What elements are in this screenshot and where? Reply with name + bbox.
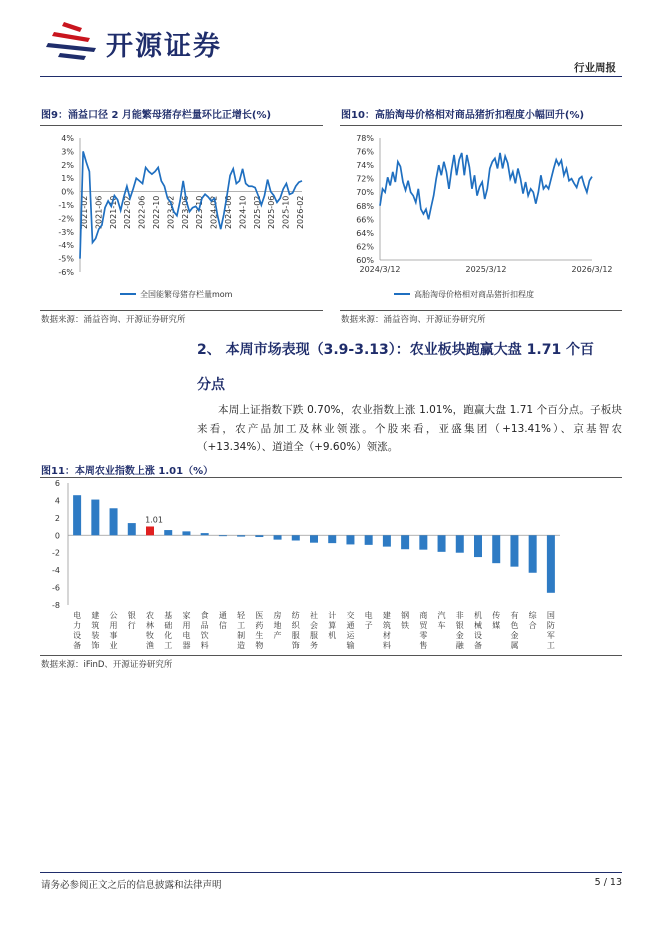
category-label: 机 xyxy=(474,611,482,620)
category-label: 属 xyxy=(510,641,519,650)
category-label: 工 xyxy=(237,621,246,630)
figure11-title: 图11：本周农业指数上涨 1.01（%） xyxy=(41,466,214,477)
figure9-chart xyxy=(40,128,323,310)
category-label: 物 xyxy=(255,641,264,650)
category-label: 设 xyxy=(474,631,482,640)
footer-disclaimer: 请务必参阅正文之后的信息披露和法律声明 xyxy=(41,880,222,891)
category-label: 非 xyxy=(455,611,464,620)
bar xyxy=(146,526,154,535)
category-label: 食 xyxy=(200,611,209,620)
bar xyxy=(73,495,81,535)
y-tick-label: 2 xyxy=(54,513,60,523)
category-label: 铁 xyxy=(401,621,410,630)
bar xyxy=(474,535,482,557)
category-label: 军 xyxy=(546,631,555,640)
category-label: 金 xyxy=(455,631,464,640)
category-label: 基 xyxy=(164,611,173,620)
figure11-bottom-rule xyxy=(40,655,622,656)
y-tick-label: -2% xyxy=(58,214,74,224)
x-tick-label: 2021-02 xyxy=(80,195,89,230)
figure11-source: 数据来源：iFinD、开源证券研究所 xyxy=(41,660,173,670)
y-tick-label: 4 xyxy=(54,496,60,506)
category-label: 社 xyxy=(310,611,318,620)
category-label: 纺 xyxy=(291,611,300,620)
category-label: 建 xyxy=(382,611,391,620)
category-label: 汽 xyxy=(437,611,446,620)
category-label: 织 xyxy=(291,621,300,630)
legend-label: 高胎淘母价格相对商品猪折扣程度 xyxy=(414,290,534,299)
category-label: 信 xyxy=(218,621,227,630)
x-tick-label: 2025-06 xyxy=(267,195,277,230)
x-tick-label: 2025-02 xyxy=(252,195,262,230)
y-tick-label: -4 xyxy=(52,566,60,576)
category-label: 力 xyxy=(73,621,82,630)
bar xyxy=(201,533,209,535)
section-title-line2: 分点 xyxy=(197,377,225,393)
series-line xyxy=(380,153,592,219)
y-tick-label: 0% xyxy=(61,187,74,197)
category-label: 械 xyxy=(474,621,482,630)
bar xyxy=(128,523,136,535)
y-tick-label: -6 xyxy=(52,583,60,593)
figure10-title: 图10：高胎淘母价格相对商品猪折扣程度小幅回升(%) xyxy=(341,110,585,121)
y-tick-label: 62% xyxy=(356,242,374,252)
category-label: 电 xyxy=(364,611,373,620)
figure9-bottom-rule xyxy=(40,310,323,311)
category-label: 交 xyxy=(346,611,355,620)
header-rule xyxy=(40,76,622,77)
section-title-line1: 2、 本周市场表现（3.9-3.13）：农业板块跑赢大盘 1.71 个百 xyxy=(197,342,595,358)
bar xyxy=(274,535,282,539)
y-tick-label: 72% xyxy=(356,174,374,184)
x-tick-label: 2021-06 xyxy=(94,195,104,230)
header xyxy=(0,0,662,80)
figure11-chart xyxy=(40,478,622,653)
bar xyxy=(328,535,336,543)
x-tick-label: 2023-02 xyxy=(166,195,176,230)
category-label: 银 xyxy=(127,611,136,620)
category-label: 服 xyxy=(291,631,300,640)
bar xyxy=(182,531,190,535)
category-label: 料 xyxy=(382,641,391,650)
category-label: 化 xyxy=(164,631,173,640)
category-label: 公 xyxy=(109,611,118,620)
x-tick-label: 2025/3/12 xyxy=(465,265,507,274)
y-tick-label: 68% xyxy=(356,201,374,211)
bar xyxy=(91,500,99,536)
x-tick-label: 2024-02 xyxy=(209,195,219,230)
y-tick-label: -8 xyxy=(52,601,60,610)
y-tick-label: -4% xyxy=(58,241,74,251)
category-label: 国 xyxy=(546,611,555,620)
bar xyxy=(110,508,118,535)
y-tick-label: 0 xyxy=(54,531,60,541)
y-tick-label: -6% xyxy=(58,268,74,277)
category-label: 银 xyxy=(455,621,464,630)
category-label: 综 xyxy=(528,611,537,620)
category-label: 产 xyxy=(273,631,282,640)
y-tick-label: -1% xyxy=(58,201,74,210)
report-type: 行业周报 xyxy=(574,62,616,74)
x-tick-label: 2026/3/12 xyxy=(571,265,613,274)
category-label: 筑 xyxy=(91,621,100,630)
y-tick-label: 76% xyxy=(356,147,374,157)
section-body: 本周上证指数下跌 0.70%，农业指数上涨 1.01%，跑赢大盘 1.71 个百分点。子板块来看，农产品加工及林业领涨。个股来看，亚盛集团（+13.41%）、京基智农（+13.34%）、道道全（+9.60%）领涨。 xyxy=(197,404,622,453)
category-label: 渔 xyxy=(146,641,154,650)
category-label: 算 xyxy=(328,621,337,630)
category-label: 合 xyxy=(528,621,537,630)
x-tick-label: 2022-02 xyxy=(123,195,133,230)
x-tick-label: 2024-06 xyxy=(224,195,233,230)
company-logo-icon xyxy=(46,20,102,60)
category-label: 器 xyxy=(182,641,191,650)
y-tick-label: 70% xyxy=(356,188,374,198)
x-tick-label: 2024-10 xyxy=(238,195,248,230)
bar xyxy=(346,535,354,544)
bar xyxy=(255,535,263,537)
category-label: 材 xyxy=(382,631,391,640)
x-tick-label: 2023-10 xyxy=(195,195,205,230)
category-label: 色 xyxy=(510,621,519,630)
category-label: 造 xyxy=(237,641,246,650)
category-label: 计 xyxy=(328,611,337,620)
category-label: 会 xyxy=(310,621,318,630)
bar xyxy=(419,535,427,549)
bar xyxy=(365,535,373,545)
y-tick-label: 4% xyxy=(61,134,74,143)
category-label: 融 xyxy=(455,641,464,650)
category-label: 础 xyxy=(164,621,173,630)
bar xyxy=(510,535,518,566)
figure10-chart xyxy=(340,128,622,310)
y-tick-label: 1% xyxy=(61,174,74,184)
category-label: 事 xyxy=(109,631,118,640)
category-label: 用 xyxy=(182,621,191,630)
category-label: 料 xyxy=(200,641,209,650)
page-number: 5 / 13 xyxy=(594,877,622,888)
category-label: 零 xyxy=(419,631,428,640)
bar xyxy=(492,535,500,563)
figure9-title: 图9：涌益口径 2 月能繁母猪存栏量环比正增长(%) xyxy=(41,110,272,121)
category-label: 贸 xyxy=(419,621,428,630)
bar xyxy=(529,535,537,572)
category-label: 售 xyxy=(419,641,428,650)
category-label: 备 xyxy=(73,641,82,650)
category-label: 用 xyxy=(109,621,118,630)
data-label: 1.01 xyxy=(145,515,163,525)
bar xyxy=(401,535,409,549)
category-label: 行 xyxy=(127,621,136,630)
category-label: 生 xyxy=(255,631,264,640)
footer-rule xyxy=(40,872,622,873)
category-label: 饰 xyxy=(291,641,300,650)
y-tick-label: 78% xyxy=(356,134,374,143)
bar xyxy=(383,535,391,546)
y-tick-label: 74% xyxy=(356,161,374,171)
category-label: 制 xyxy=(237,631,246,640)
category-label: 药 xyxy=(255,621,264,630)
category-label: 业 xyxy=(109,641,118,650)
bar xyxy=(292,535,300,540)
category-label: 房 xyxy=(273,611,282,620)
category-label: 装 xyxy=(91,631,100,640)
category-label: 轻 xyxy=(237,611,246,620)
x-tick-label: 2022-10 xyxy=(152,195,161,230)
x-tick-label: 2023-06 xyxy=(180,195,190,230)
figure10-bottom-rule xyxy=(340,310,622,311)
bar xyxy=(219,535,227,536)
category-label: 品 xyxy=(200,621,209,630)
category-label: 电 xyxy=(73,611,82,620)
x-tick-label: 2026-02 xyxy=(296,195,305,230)
y-tick-label: 2% xyxy=(61,160,74,170)
category-label: 防 xyxy=(546,621,555,630)
category-label: 饮 xyxy=(200,631,209,640)
legend-label: 全国能繁母猪存栏量mom xyxy=(140,290,233,299)
category-label: 备 xyxy=(474,641,482,650)
category-label: 机 xyxy=(328,631,337,640)
x-tick-label: 2025-10 xyxy=(281,195,291,230)
bar xyxy=(237,535,245,536)
category-label: 传 xyxy=(492,611,501,620)
category-label: 钢 xyxy=(401,611,410,620)
category-label: 建 xyxy=(91,611,100,620)
category-label: 医 xyxy=(255,611,264,620)
category-label: 林 xyxy=(146,621,154,630)
category-label: 地 xyxy=(273,621,282,630)
x-tick-label: 2022-06 xyxy=(137,195,147,230)
company-name: 开源证券 xyxy=(106,31,222,62)
category-label: 媒 xyxy=(492,621,501,630)
category-label: 商 xyxy=(419,611,428,620)
y-tick-label: 3% xyxy=(61,147,74,157)
y-tick-label: -3% xyxy=(58,227,74,237)
y-tick-label: -2 xyxy=(52,548,60,558)
category-label: 子 xyxy=(364,621,373,630)
category-label: 通 xyxy=(218,611,227,620)
category-label: 农 xyxy=(146,611,154,620)
bar xyxy=(438,535,446,552)
category-label: 服 xyxy=(310,631,318,640)
y-tick-label: 66% xyxy=(356,215,374,225)
x-tick-label: 2024/3/12 xyxy=(359,265,401,274)
category-label: 金 xyxy=(510,631,519,640)
bar xyxy=(164,530,172,535)
bar xyxy=(310,535,318,542)
category-label: 牧 xyxy=(146,631,154,640)
bar xyxy=(456,535,464,552)
category-label: 饰 xyxy=(91,641,100,650)
y-tick-label: 64% xyxy=(356,228,374,238)
figure10-title-rule xyxy=(340,125,622,126)
category-label: 工 xyxy=(546,641,555,650)
category-label: 输 xyxy=(346,641,355,650)
category-label: 有 xyxy=(510,611,519,620)
bar xyxy=(547,535,555,593)
category-label: 筑 xyxy=(382,621,391,630)
category-label: 运 xyxy=(346,631,355,640)
figure9-source: 数据来源：涌益咨询、开源证券研究所 xyxy=(41,315,186,325)
category-label: 设 xyxy=(73,631,82,640)
category-label: 通 xyxy=(346,621,355,630)
category-label: 工 xyxy=(164,641,173,650)
figure10-source: 数据来源：涌益咨询、开源证券研究所 xyxy=(341,315,486,325)
category-label: 车 xyxy=(437,621,446,630)
section-title xyxy=(197,333,622,403)
figure9-title-rule xyxy=(40,125,323,126)
y-tick-label: 60% xyxy=(356,256,374,265)
category-label: 务 xyxy=(310,641,318,650)
y-tick-label: -5% xyxy=(58,254,74,264)
y-tick-label: 6 xyxy=(54,479,60,488)
category-label: 家 xyxy=(182,611,191,620)
x-tick-label: 2021-10 xyxy=(108,195,118,230)
category-label: 电 xyxy=(182,631,191,640)
